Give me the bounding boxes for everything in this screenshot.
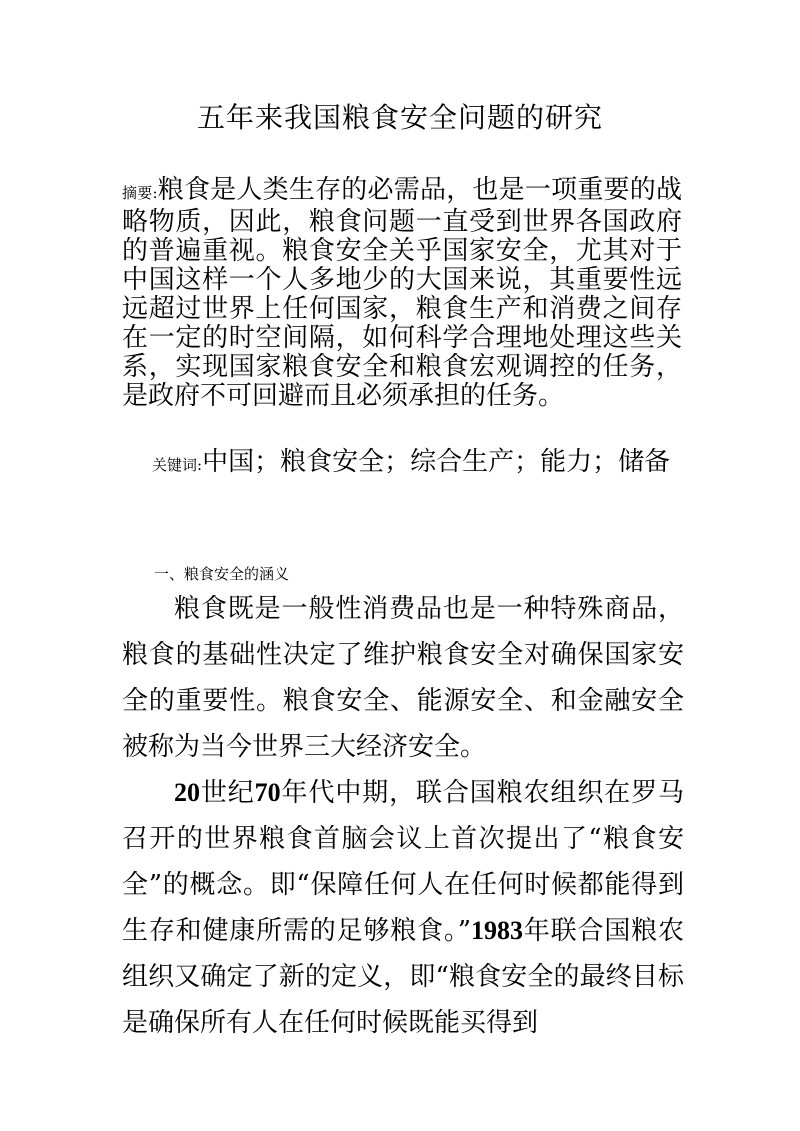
body-paragraph-2: [122, 770, 684, 1046]
abstract-text: 粮食是人类生存的必需品，也是一项重要的战略物质，因此，粮食问题一直受到世界各国政府的普遍重视。粮食安全关乎国家安全，尤其对于中国这样一个人多地少的大国来说，其重要性远远超过世界上任何国家，粮食生产和消费之间存在一定的时空间隔，如何科学合理地处理这些关系，实现国家粮食安全和粮食宏观调控的任务，是政府不可回避而且必须承担的任务。: [122, 175, 682, 411]
decade-number: 70: [254, 778, 281, 807]
year-number: 1983: [471, 916, 524, 945]
year-number: 20: [174, 778, 200, 807]
abstract-label: 摘要:: [122, 184, 158, 202]
keywords-label: 关键词:: [152, 456, 203, 474]
paragraph-text: 年联合国粮农组织又确定了新的定义，即“粮食安全的最终目标是确保所有人在任何时候既能买得到: [122, 916, 684, 1038]
section-heading: 一、粮食安全的涵义: [154, 565, 290, 583]
paragraph-text: 年代中期，联合国粮农组织在罗马召开的世界粮食首脑会议上首次提出了“粮食安全”的概念。即“保障任何人在任何时候都能得到生存和健康所需的足够粮食。”: [122, 778, 684, 946]
abstract-paragraph: [122, 176, 682, 411]
keywords-paragraph: [122, 442, 682, 485]
keywords-text: 中国；粮食安全；综合生产；能力；储备: [202, 447, 671, 477]
document-title: 五年来我国粮食安全问题的研究: [196, 101, 603, 134]
paragraph-text: 世纪: [200, 778, 255, 808]
body-paragraph-1: 粮食既是一般性消费品也是一种特殊商品，粮食的基础性决定了维护粮食安全对确保国家安全的重要性。粮食安全、能源安全、和金融安全被称为当今世界三大经济安全。: [122, 594, 684, 762]
section-body: [122, 586, 684, 1046]
